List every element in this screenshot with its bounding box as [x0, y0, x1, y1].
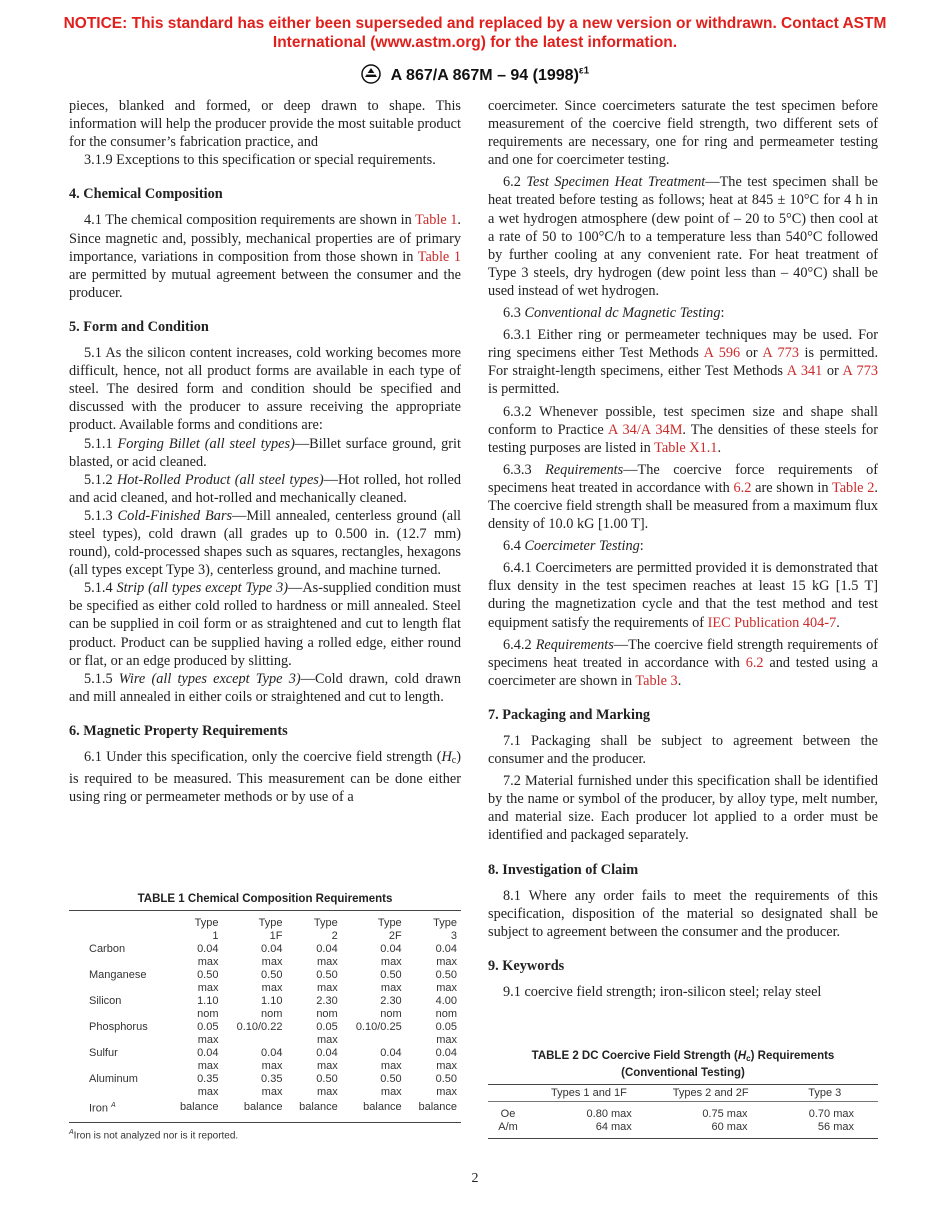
- table-header-cell: 1: [212, 930, 219, 942]
- table-cell: balance: [363, 1100, 402, 1113]
- row-label: Sulfur: [89, 1047, 118, 1059]
- paragraph-6-3-3: 6.3.3 Requirements—The coercive force requirements of specimens heat treated in accordance with 6.2 are shown in Table 2. The coercive field strength shall be measured from a maximum flux density of 10.0 kG [1.00 T].: [488, 461, 878, 533]
- left-column: [69, 97, 461, 806]
- table-row: [69, 1073, 461, 1086]
- table-2: [488, 1084, 878, 1139]
- table-cell: nom: [197, 1008, 219, 1020]
- link-a596[interactable]: A 596: [703, 345, 741, 362]
- table-cell: 0.35: [197, 1073, 219, 1085]
- table-cell: max: [316, 982, 338, 994]
- table-cell: 0.04: [435, 943, 457, 955]
- table-cell: max: [380, 1060, 402, 1072]
- link-table-1[interactable]: Table 1: [415, 212, 458, 229]
- table-cell: nom: [380, 1008, 402, 1020]
- table-cell: 64 max: [595, 1121, 632, 1133]
- table-cell: max: [261, 956, 283, 968]
- table-cell: [342, 1034, 406, 1047]
- table-row: [488, 1121, 878, 1139]
- row-label: Phosphorus: [89, 1021, 148, 1033]
- link-a773[interactable]: A 773: [842, 363, 879, 380]
- paragraph-6-4: 6.4 Coercimeter Testing:: [503, 538, 644, 555]
- table-cell: max: [436, 982, 457, 994]
- table-cell: 0.50: [261, 969, 283, 981]
- table-1-caption: TABLE 1 Chemical Composition Requirements: [137, 893, 393, 905]
- table-header-cell: Type: [433, 917, 457, 929]
- table-cell: 0.04: [261, 943, 283, 955]
- table-1: [69, 910, 461, 1123]
- table-cell: 4.00: [435, 995, 457, 1007]
- table-1-chemical-composition: [69, 892, 461, 1141]
- section-heading-8: 8. Investigation of Claim: [488, 861, 639, 878]
- table-cell: max: [261, 982, 283, 994]
- right-column: [488, 97, 878, 1001]
- paragraph-continued: pieces, blanked and formed, or deep drawn to shape. This information will help the producer provide the most suitable product for the consumer’s fabrication practice, and: [69, 98, 461, 151]
- table-cell: 0.50: [197, 969, 219, 981]
- table-cell: [222, 1034, 286, 1047]
- link-section-6-2[interactable]: 6.2: [745, 654, 764, 671]
- row-label: Carbon: [89, 943, 126, 955]
- row-label: Iron $^A$: [89, 1102, 116, 1115]
- paragraph-continued-right: coercimeter. Since coercimeters saturate the test specimen before measurement of the coercive field strength, two different sets of requirements are necessary, one for ring and permeameter testing and one for coercimeter testing.: [488, 98, 878, 169]
- paragraph-6-1: 6.1 Under this specification, only the coercive field strength $(H_c)$ is required to be measured. This measurement can be done either using ring or permeameter methods or by use of a: [69, 749, 461, 806]
- table-header-cell: 1F: [269, 930, 283, 942]
- withdrawal-notice: NOTICE: This standard has either been superseded and replaced by a new version or withdrawn. Contact ASTM International (www.astm.org) for the latest information.: [63, 15, 887, 51]
- section-heading-7: 7. Packaging and Marking: [488, 706, 651, 723]
- table-cell: 0.04: [197, 1047, 219, 1059]
- link-table-2[interactable]: Table 2: [831, 479, 875, 496]
- row-label: A/m: [498, 1121, 518, 1133]
- link-table-3[interactable]: Table 3: [635, 672, 678, 689]
- table-header-cell: Type: [194, 917, 219, 929]
- table-header-cell: 3: [450, 930, 457, 942]
- table-cell: balance: [179, 1100, 219, 1113]
- section-heading-6: 6. Magnetic Property Requirements: [69, 722, 288, 739]
- table-row: [69, 943, 461, 956]
- section-heading-9: 9. Keywords: [488, 957, 565, 974]
- table-cell: 0.75 max: [702, 1108, 748, 1120]
- table-cell: nom: [261, 1008, 283, 1020]
- table-cell: balance: [418, 1100, 457, 1113]
- table-cell: 60 max: [711, 1121, 748, 1133]
- table-header-cell: Type: [377, 917, 402, 929]
- paragraph-5-1-5: 5.1.5 Wire (all types except Type 3)—Cold drawn, cold drawn and mill annealed in either coils or straightened and cut to length.: [69, 670, 461, 705]
- paragraph-6-3-2: 6.3.2 Whenever possible, test specimen size and shape shall conform to Practice A 34/A 34M. The densities of these steels for testing purposes are listed in Table X1.1.: [488, 403, 878, 456]
- table-header-cell: [69, 930, 167, 943]
- table-cell: 0.04: [316, 1047, 338, 1059]
- table-header-cell: Types 1 and 1F: [528, 1085, 650, 1102]
- table-cell: 1.10: [261, 995, 283, 1007]
- table-cell: 0.50: [380, 1073, 402, 1085]
- paragraph-5-1-1: 5.1.1 Forging Billet (all steel types)—Billet surface ground, grit blasted, or acid cleaned.: [69, 435, 461, 470]
- table-cell: 0.70 max: [808, 1108, 854, 1120]
- table-cell: 0.04: [261, 1047, 283, 1059]
- table-1-footnote: $^A$Iron is not analyzed nor is it reported.: [69, 1128, 239, 1141]
- table-row: [488, 1102, 878, 1122]
- section-heading-5: 5. Form and Condition: [69, 318, 209, 335]
- link-section-6-2[interactable]: 6.2: [733, 479, 752, 496]
- table-row: [69, 969, 461, 982]
- designation-superscript: ε1: [578, 65, 590, 77]
- table-cell: 0.35: [261, 1073, 283, 1085]
- table-header-cell: Types 2 and 2F: [650, 1085, 772, 1102]
- table-cell: 0.10/0.22: [236, 1021, 283, 1033]
- table-cell: 0.50: [316, 1073, 338, 1085]
- table-cell: max: [197, 982, 219, 994]
- page-number: 2: [471, 1171, 479, 1186]
- link-a341[interactable]: A 341: [786, 363, 823, 380]
- paragraph-9-1: 9.1 coercive field strength; iron-silicon steel; relay steel: [503, 984, 822, 1001]
- table-cell: 0.50: [435, 1073, 457, 1085]
- table-cell: 56 max: [817, 1121, 854, 1133]
- table-2-coercive-field-strength: [488, 1049, 878, 1139]
- table-header-cell: [488, 1085, 528, 1102]
- table-row: [69, 1099, 461, 1122]
- table-header-cell: Type: [258, 917, 283, 929]
- table-cell: 0.05: [197, 1021, 219, 1033]
- table-header-cell: 2F: [388, 930, 402, 942]
- table-cell: max: [316, 1060, 338, 1072]
- paragraph-5-1-3: 5.1.3 Cold-Finished Bars—Mill annealed, centerless ground (all steel types), cold drawn (all grades up to 0.500 in. (12.7 mm) round), cold-processed shapes such as squares, rectangles, hexagons (all types except Type 3), centerless ground, and machine turned.: [69, 507, 462, 579]
- table-header-cell: [69, 911, 167, 931]
- paragraph-5-1-2: 5.1.2 Hot-Rolled Product (all steel types)—Hot rolled, hot rolled and acid cleaned, and hot-rolled and mechanically cleaned.: [69, 471, 461, 506]
- table-cell: 0.05: [316, 1021, 338, 1033]
- table-cell: nom: [316, 1008, 338, 1020]
- table-cell: max: [197, 1086, 219, 1098]
- table-cell: max: [436, 1034, 457, 1046]
- table-cell: balance: [243, 1100, 283, 1113]
- table-cell: max: [436, 1086, 457, 1098]
- table-cell: 0.10/0.25: [355, 1021, 402, 1033]
- row-label: Manganese: [89, 969, 147, 981]
- table-cell: max: [380, 982, 402, 994]
- paragraph-3-1-9: 3.1.9 Exceptions to this specification or special requirements.: [84, 152, 436, 169]
- table-cell: max: [261, 1086, 283, 1098]
- link-table-x1-1[interactable]: Table X1.1: [654, 439, 718, 456]
- table-cell: max: [380, 956, 402, 968]
- table-cell: 0.04: [435, 1047, 457, 1059]
- table-cell: 0.80 max: [586, 1108, 632, 1120]
- table-cell: 0.04: [380, 943, 402, 955]
- row-label: Oe: [500, 1108, 516, 1120]
- table-cell: max: [197, 956, 219, 968]
- table-cell: max: [436, 1060, 457, 1072]
- paragraph-6-4-2: 6.4.2 Requirements—The coercive field strength requirements of specimens heat treated in accordance with 6.2 and tested using a coercimeter are shown in Table 3.: [488, 636, 879, 689]
- table-cell: max: [316, 956, 338, 968]
- table-cell: max: [436, 956, 457, 968]
- table-row: [69, 995, 461, 1008]
- table-cell: max: [197, 1060, 219, 1072]
- paragraph-4-1: 4.1 The chemical composition requirements are shown in Table 1. Since magnetic and, possibly, mechanical properties are of primary importance, variations in composition from those shown in Table 1 are permitted by mutual agreement between the consumer and the producer.: [69, 212, 461, 301]
- table-header-cell: 2: [331, 930, 338, 942]
- link-a773[interactable]: A 773: [762, 345, 799, 362]
- table-row: [69, 1047, 461, 1060]
- row-label: Aluminum: [89, 1073, 138, 1085]
- table-row: [69, 1021, 461, 1034]
- table-cell: max: [261, 1060, 283, 1072]
- table-cell: max: [380, 1086, 402, 1098]
- designation-text: A 867/A 867M – 94 (1998): [390, 67, 579, 84]
- table-cell: 0.04: [316, 943, 338, 955]
- paragraph-6-3-1: 6.3.1 Either ring or permeameter techniques may be used. For ring specimens either Test Methods A 596 or A 773 is permitted. For straight-length specimens, either Test Methods A 341 or A 773 is permitted.: [488, 327, 879, 398]
- table-cell: 0.05: [435, 1021, 457, 1033]
- table-cell: max: [197, 1034, 219, 1046]
- table-cell: 0.04: [197, 943, 219, 955]
- paragraph-6-3: 6.3 Conventional dc Magnetic Testing:: [503, 305, 725, 322]
- table-cell: max: [316, 1034, 338, 1046]
- table-cell: nom: [435, 1008, 457, 1020]
- table-header-cell: Type: [313, 917, 338, 929]
- link-table-1[interactable]: Table 1: [417, 248, 461, 265]
- table-cell: 2.30: [380, 995, 402, 1007]
- link-a34[interactable]: A 34/A 34M: [607, 421, 683, 438]
- row-label: Silicon: [89, 995, 122, 1007]
- table-cell: 1.10: [197, 995, 219, 1007]
- paragraph-7-1: 7.1 Packaging shall be subject to agreement between the consumer and the producer.: [488, 733, 878, 768]
- table-cell: 2.30: [316, 995, 338, 1007]
- document-designation: [0, 64, 950, 85]
- paragraph-5-1-4: 5.1.4 Strip (all types except Type 3)—As-supplied condition must be specified as either cold rolled to hardness or mill annealed. Steel can be supplied in coil form or as straightened and cut to length flat product. Product can be supplied having a rolled edge, either round or flat, or an edge produced by slitting.: [69, 580, 461, 669]
- table-cell: max: [316, 1086, 338, 1098]
- astm-logo-icon: [361, 64, 381, 84]
- table-header-cell: Type 3: [772, 1085, 878, 1102]
- section-heading-4: 4. Chemical Composition: [69, 186, 223, 203]
- paragraph-7-2: 7.2 Material furnished under this specification shall be identified by the name or symbol of the producer, by alloy type, melt number, and material size. Each producer lot applied to a order must be identified and packaged separately.: [488, 773, 878, 844]
- paragraph-6-4-1: 6.4.1 Coercimeters are permitted provided it is demonstrated that flux density in the test specimen reaches at least 15 kG [1.5 T] during the magnetization cycle and that the test method and test equipment satisfy the requirements of IEC Publication 404-7.: [488, 560, 878, 631]
- paragraph-6-2: 6.2 Test Specimen Heat Treatment—The test specimen shall be heat treated before testing as follows; heat at 845 ± 10°C for 4 h in a wet hydrogen atmosphere (dew point of – 20 to 5°C) then cool at a rate of 50 to 100°C/h to a temperature less than 540°C followed by further cooling at any convenient rate. For heat treatment of Type 3 steels, dry hydrogen (dew point less than – 40°C) shall be used instead of wet hydrogen.: [488, 174, 878, 299]
- table-cell: balance: [299, 1100, 338, 1113]
- table-cell: 0.04: [380, 1047, 402, 1059]
- table-cell: 0.50: [380, 969, 402, 981]
- table-2-caption: TABLE 2 DC Coercive Field Strength $(H_c)$ Requirements (Conventional Testing): [531, 1050, 835, 1079]
- link-iec-404-7[interactable]: IEC Publication 404-7: [707, 614, 837, 631]
- paragraph-8-1: 8.1 Where any order fails to meet the requirements of this specification, disposition of the material so designated shall be subject to agreement between the consumer and the producer.: [488, 887, 878, 940]
- table-cell: 0.50: [316, 969, 338, 981]
- table-cell: 0.50: [435, 969, 457, 981]
- paragraph-5-1: 5.1 As the silicon content increases, cold working becomes more difficult, hence, not all product forms are available in each type of steel. The desired form and condition should be specified and discussed with the producer to assure receiving the appropriate product. Available forms and conditions are:: [69, 345, 461, 434]
